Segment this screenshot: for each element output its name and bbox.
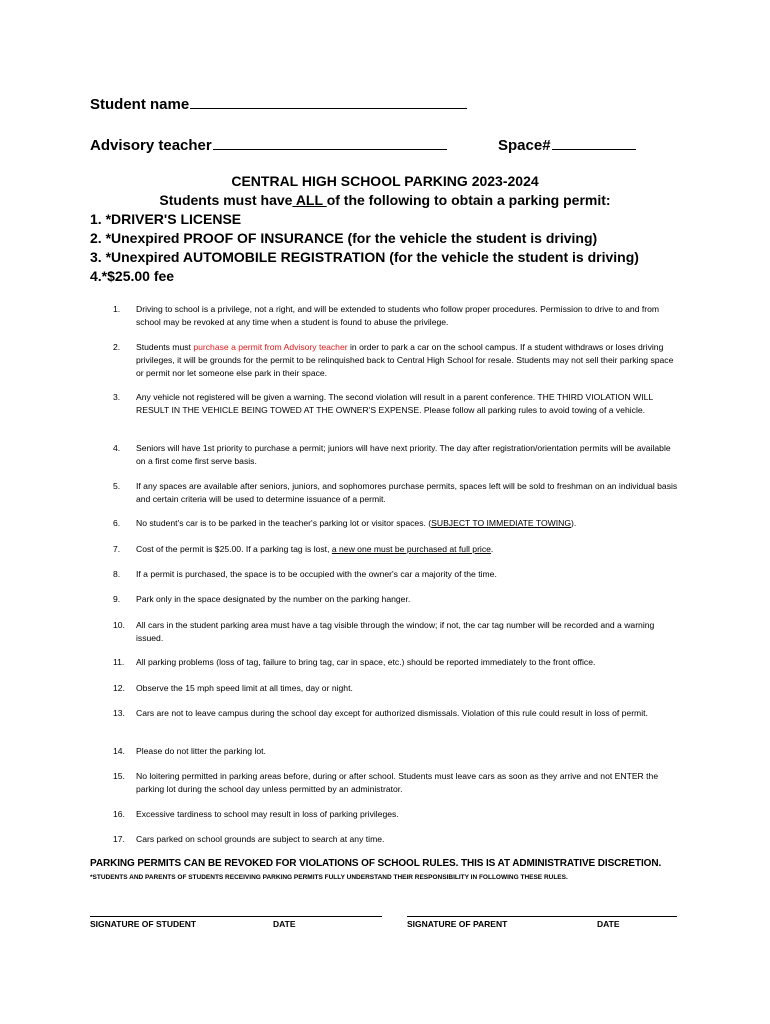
- rule-text-segment: If any spaces are available after seniors, juniors, and sophomores purchase permits, spaces left will be sold to freshman on an individual basis and certain criteria will be used to determine issuance of a permit.: [136, 481, 678, 504]
- rule-number: 4.: [113, 443, 121, 453]
- parent-date-label: DATE: [597, 919, 620, 929]
- rule-text: [136, 656, 681, 669]
- rule-text: [136, 341, 681, 380]
- rule-number: 15.: [113, 771, 125, 781]
- space-number-line[interactable]: [552, 135, 636, 150]
- rule-number: 14.: [113, 746, 125, 756]
- student-signature-line[interactable]: [90, 916, 382, 917]
- rule-text-segment: Observe the 15 mph speed limit at all times, day or night.: [136, 683, 353, 693]
- rule-text-segment: All parking problems (loss of tag, failure to bring tag, car in space, etc.) should be reported immediately to the front office.: [136, 657, 596, 667]
- advisory-teacher-field[interactable]: [90, 135, 447, 154]
- intro-text-before: Students must have: [159, 192, 293, 208]
- rule-text-segment: Cars are not to leave campus during the school day except for authorized dismissals. Violation of this rule could result in loss of permit.: [136, 708, 648, 718]
- student-name-line[interactable]: [190, 94, 467, 109]
- rule-text-segment: Any vehicle not registered will be given a warning. The second violation will result in a parent conference. THE THIRD VIOLATION WILL RESULT IN THE VEHICLE BEING TOWED AT THE OWNER'S EXPENSE. Please follow all parking rules to avoid towing of a vehicle.: [136, 392, 653, 415]
- intro-emphasis: ALL: [292, 192, 327, 208]
- rule-text-segment: Please do not litter the parking lot.: [136, 746, 266, 756]
- student-signature-label: SIGNATURE OF STUDENT: [90, 919, 197, 929]
- rule-text: [136, 770, 681, 796]
- rule-text-segment: Cars parked on school grounds are subject to search at any time.: [136, 834, 385, 844]
- rule-number: 9.: [113, 594, 121, 604]
- rule-text-segment: .: [490, 544, 494, 554]
- rule-text: [136, 833, 681, 846]
- rule-text-segment: Seniors will have 1st priority to purchase a permit; juniors will have next priority. The day after registration/orientation permits will be available on a first come first serve basis.: [136, 443, 671, 466]
- rule-text: [136, 517, 681, 530]
- intro-text-after: of the following to obtain a parking permit:: [326, 192, 611, 208]
- student-name-field[interactable]: [90, 94, 467, 113]
- rule-text-segment: Driving to school is a privilege, not a right, and will be extended to students who follow proper procedures. Permission to drive to and from school may be revoked at any time when a student is found to abuse the privilege.: [136, 304, 660, 327]
- rule-text-segment: All cars in the student parking area must have a tag visible through the window; if not, the car tag number will be recorded and a warning issued.: [136, 620, 655, 643]
- rule-text: [136, 568, 681, 581]
- rule-text-segment: Excessive tardiness to school may result in loss of parking privileges.: [136, 809, 399, 819]
- requirement-item: 3. *Unexpired AUTOMOBILE REGISTRATION (for the vehicle the student is driving): [90, 249, 639, 265]
- rule-number: 8.: [113, 569, 121, 579]
- requirements-intro: [0, 192, 770, 208]
- rule-number: 12.: [113, 683, 125, 693]
- rule-number: 2.: [113, 342, 121, 352]
- requirement-item: 2. *Unexpired PROOF OF INSURANCE (for the vehicle the student is driving): [90, 230, 598, 246]
- requirement-item: 4.*$25.00 fee: [90, 268, 175, 284]
- highlighted-text: purchase a permit from Advisory teacher: [193, 342, 348, 352]
- rule-number: 17.: [113, 834, 125, 844]
- rule-text: [136, 593, 681, 606]
- space-number-label: Space#: [498, 137, 551, 154]
- rule-number: 1.: [113, 304, 121, 314]
- rule-text: [136, 808, 681, 821]
- rule-number: 10.: [113, 620, 125, 630]
- rule-number: 16.: [113, 809, 125, 819]
- revocation-notice: PARKING PERMITS CAN BE REVOKED FOR VIOLATIONS OF SCHOOL RULES. THIS IS AT ADMINISTRATIVE DISCRETION.: [90, 858, 662, 869]
- document-title: CENTRAL HIGH SCHOOL PARKING 2023-2024: [231, 173, 539, 189]
- rule-text-segment: No student's car is to be parked in the teacher's parking lot or visitor spaces. (: [136, 518, 432, 528]
- rule-number: 5.: [113, 481, 121, 491]
- rule-number: 11.: [113, 657, 125, 667]
- student-date-label: DATE: [273, 919, 296, 929]
- rule-text: [136, 480, 681, 506]
- parent-signature-label: SIGNATURE OF PARENT: [407, 919, 508, 929]
- student-name-label: Student name: [90, 96, 190, 113]
- space-number-field[interactable]: [498, 135, 636, 154]
- underlined-text: a new one must be purchased at full price: [331, 544, 491, 554]
- rule-text: [136, 745, 681, 758]
- rule-text: [136, 442, 681, 468]
- rule-text-segment: Students must: [136, 342, 194, 352]
- requirement-item: 1. *DRIVER'S LICENSE: [90, 211, 242, 227]
- rule-number: 6.: [113, 518, 121, 528]
- rule-text: [136, 619, 681, 645]
- advisory-teacher-label: Advisory teacher: [90, 137, 212, 154]
- rule-text-segment: If a permit is purchased, the space is to be occupied with the owner's car a majority of the time.: [136, 569, 497, 579]
- acknowledgement-notice: *STUDENTS AND PARENTS OF STUDENTS RECEIVING PARKING PERMITS FULLY UNDERSTAND THEIR RESPONSIBILITY IN FOLLOWING THESE RULES.: [90, 874, 568, 881]
- rule-text: [136, 682, 681, 695]
- parent-signature-line[interactable]: [407, 916, 677, 917]
- rule-text-segment: in order to park a car on the school campus. If a student withdraws or loses driving privileges, it will be grounds for the permit to be relinquished back to Central High School for resale. Students may not sell their parking space or permit nor let someone else park in their space.: [136, 342, 674, 378]
- rule-text-segment: ).: [571, 518, 577, 528]
- underlined-text: SUBJECT TO IMMEDIATE TOWING: [431, 518, 572, 528]
- rule-text: [136, 391, 681, 417]
- rule-number: 3.: [113, 392, 121, 402]
- rule-text-segment: Park only in the space designated by the number on the parking hanger.: [136, 594, 411, 604]
- rule-text: [136, 707, 681, 720]
- rule-text: [136, 543, 681, 556]
- rule-number: 13.: [113, 708, 125, 718]
- rule-text: [136, 303, 681, 329]
- rule-text-segment: No loitering permitted in parking areas before, during or after school. Students must leave cars as soon as they arrive and not ENTER the parking lot during the school day unless permitted by an administrator.: [136, 771, 659, 794]
- rule-number: 7.: [113, 544, 121, 554]
- advisory-teacher-line[interactable]: [213, 135, 447, 150]
- rule-text-segment: Cost of the permit is $25.00. If a parking tag is lost,: [136, 544, 332, 554]
